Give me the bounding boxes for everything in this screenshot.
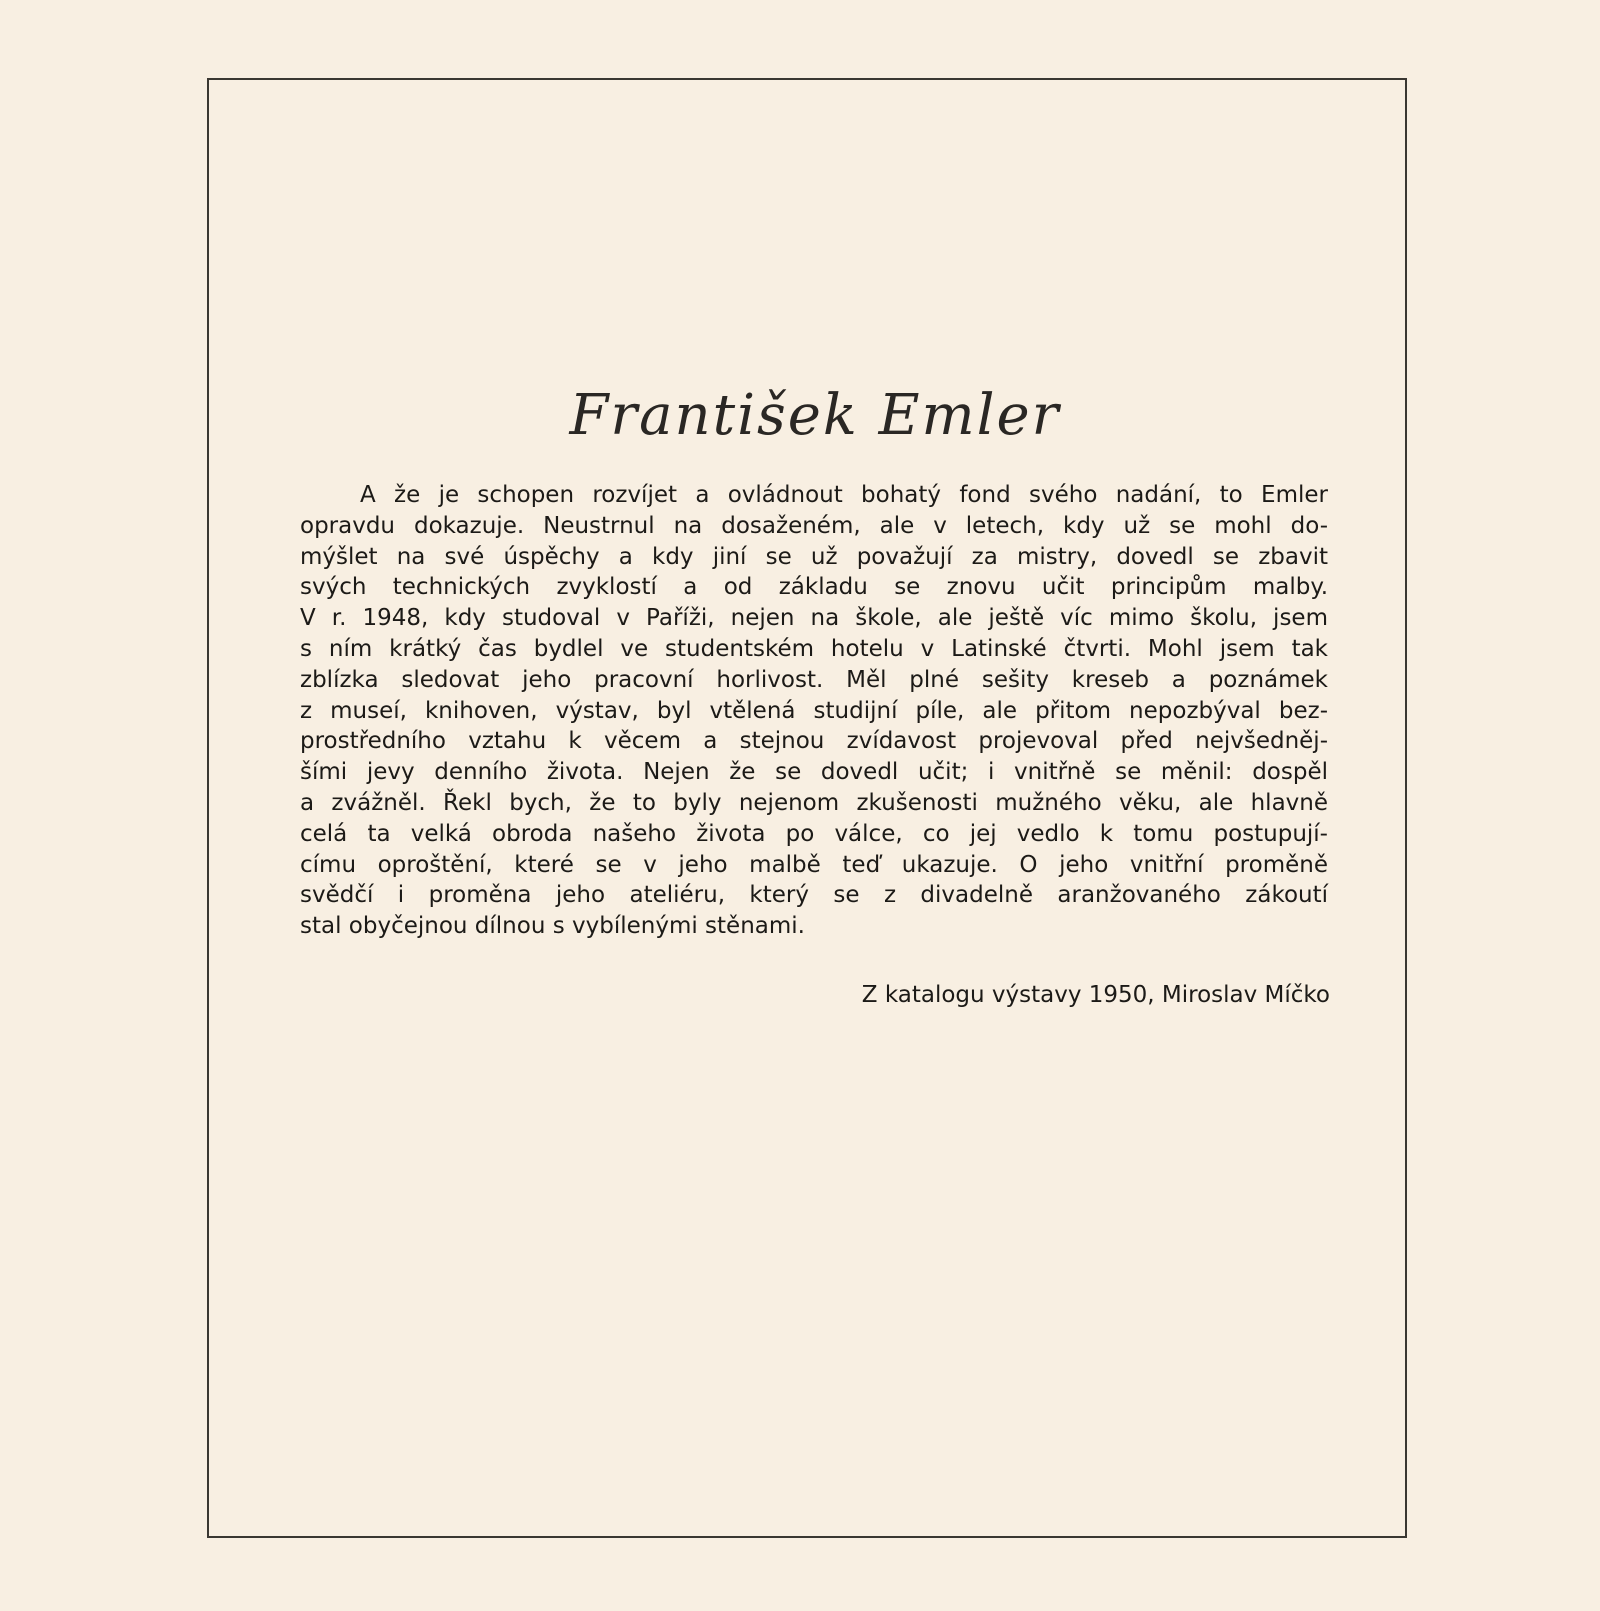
paragraph-line: z museí, knihoven, výstav, byl vtělená studijní píle, ale přitom nepozbýval bez- [300, 697, 1328, 724]
paragraph-line: A že je schopen rozvíjet a ovládnout bohatý fond svého nadání, to Emler [360, 482, 1328, 508]
paragraph-line: stal obyčejnou dílnou s vybílenými stěnami. [300, 913, 805, 940]
page-title: František Emler [569, 383, 1061, 448]
paragraph-line: címu oproštění, které se v jeho malbě teď ukazuje. O jeho vnitřní proměně [300, 851, 1328, 878]
attribution: Z katalogu výstavy 1950, Miroslav Míčko [861, 982, 1330, 1008]
paragraph-line: a zvážněl. Řekl bych, že to byly nejenom zkušenosti mužného věku, ale hlavně [300, 789, 1328, 816]
paragraph-line: prostředního vztahu k věcem a stejnou zvídavost projevoval před nejvšedněj- [300, 728, 1328, 755]
paragraph-line: s ním krátký čas bydlel ve studentském hotelu v Latinské čtvrti. Mohl jsem tak [300, 635, 1328, 662]
paragraph-line: zblízka sledovat jeho pracovní horlivost. Měl plné sešity kreseb a poznámek [300, 666, 1328, 693]
paragraph-line: V r. 1948, kdy studoval v Paříži, nejen na škole, ale ještě víc mimo školu, jsem [300, 605, 1328, 632]
paragraph-line: mýšlet na své úspěchy a kdy jiní se už považují za mistry, dovedl se zbavit [300, 543, 1328, 570]
body-paragraph [300, 480, 1328, 942]
paragraph-line: svědčí i proměna jeho ateliéru, který se z divadelně aranžovaného zákoutí [300, 882, 1328, 909]
paragraph-line: svých technických zvyklostí a od základu se znovu učit principům malby. [300, 574, 1328, 601]
paragraph-line: celá ta velká obroda našeho života po válce, co jej vedlo k tomu postupují- [300, 820, 1328, 847]
paragraph-line: šími jevy denního života. Nejen že se dovedl učit; i vnitřně se měnil: dospěl [300, 759, 1328, 786]
paragraph-line: opravdu dokazuje. Neustrnul na dosaženém, ale v letech, kdy už se mohl do- [300, 512, 1328, 539]
